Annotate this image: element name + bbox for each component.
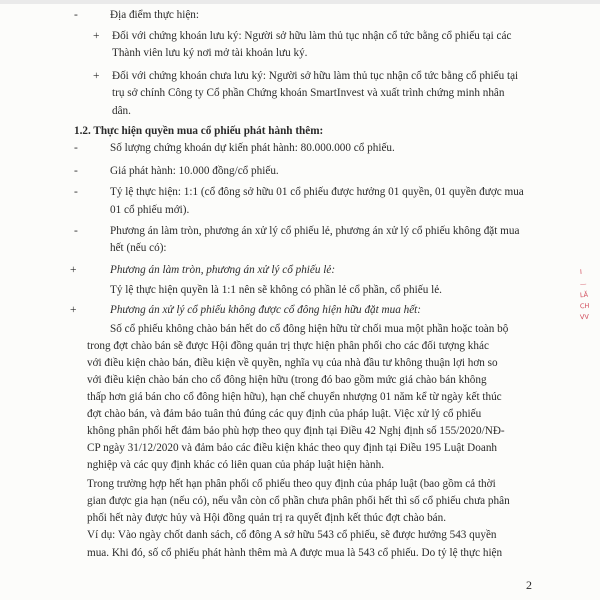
dash-bullet: -: [74, 165, 78, 177]
page-number: 2: [526, 578, 532, 592]
section-heading: 1.2. Thực hiện quyền mua cổ phiếu phát hành thêm:: [74, 125, 324, 137]
text-line: đợt chào bán, và đảm bảo tuân thủ đúng các quy định của pháp luật. Việc xử lý cổ phiếu: [87, 408, 482, 420]
margin-note-mark: I: [579, 267, 583, 277]
text-line: Đối với chứng khoán lưu ký: Người sở hữu làm thủ tục nhận cổ tức bằng cổ phiếu tại các: [112, 30, 512, 42]
text-line: trụ sở chính Công ty Cổ phần Chứng khoán SmartInvest và xuất trình chứng minh nhân: [112, 87, 505, 99]
margin-note-mark: —: [579, 279, 587, 289]
text-line: Thành viên lưu ký nơi mở tài khoản lưu ký.: [112, 47, 308, 59]
plus-bullet: +: [70, 304, 77, 316]
text-line: Đối với chứng khoán chưa lưu ký: Người sở hữu làm thủ tục nhận cổ tức bằng cổ phiếu tại: [112, 70, 519, 82]
margin-note-mark: LĂ: [579, 290, 589, 300]
dash-bullet: -: [74, 142, 78, 154]
text-line: Phương án làm tròn, phương án xử lý cổ phiếu lẻ, phương án xử lý cổ phiếu không đặt mua: [110, 225, 520, 237]
text-line: thấp hơn giá bán cho cổ đông hiện hữu), hạn chế chuyển nhượng 01 năm kể từ ngày kết thúc: [87, 391, 502, 403]
text-line: gian được gia hạn (nếu có), nếu vẫn còn cổ phần chưa phân phối hết thì số cổ phiếu chưa phân: [87, 495, 510, 507]
text-line: Tỷ lệ thực hiện: 1:1 (cổ đông sở hữu 01 cổ phiếu được hưởng 01 quyền, 01 quyền được mua: [110, 186, 524, 198]
plus-bullet: +: [93, 30, 100, 42]
dash-bullet: -: [74, 186, 78, 198]
margin-note-mark: VV: [579, 312, 590, 322]
text-line: mua. Khi đó, số cổ phiếu phát hành thêm mà A được mua là 543 cổ phiếu. Do tỷ lệ thực hiện: [87, 547, 503, 559]
text-line: Ví dụ: Vào ngày chốt danh sách, cổ đông A sở hữu 543 cổ phiếu, sẽ được hưởng 543 quyền: [87, 529, 497, 541]
text-line: CP ngày 31/12/2020 và đảm bảo các điều kiện khác theo quy định tại Điều 195 Luật Doanh: [87, 442, 498, 454]
plus-bullet: +: [70, 264, 77, 276]
text-line: dân.: [112, 105, 131, 117]
text-line: Số cổ phiếu không chào bán hết do cổ đông hiện hữu từ chối mua một phần hoặc toàn bộ: [110, 323, 509, 335]
italic-subheading: Phương án làm tròn, phương án xử lý cổ phiếu lẻ:: [110, 264, 336, 276]
dash-bullet: -: [74, 9, 78, 21]
text-line: trong đợt chào bán sẽ được Hội đồng quản trị thực hiện phân phối cho các đối tượng khác: [87, 340, 489, 352]
text-line: hết (nếu có):: [110, 242, 167, 254]
text-line: với điều kiện chào bán cho cổ đông hiện hữu (trong đó bao gồm mức giá chào bán không: [87, 374, 487, 386]
text-line: Trong trường hợp hết hạn phân phối cổ phiếu theo quy định của pháp luật (bao gồm cả thời: [87, 478, 496, 490]
scan-top-edge: [0, 0, 600, 4]
text-line: 01 cổ phiếu mới).: [110, 204, 190, 216]
text-line: nghiệp và các quy định khác có liên quan của pháp luật hiện hành.: [87, 459, 384, 471]
italic-subheading: Phương án xử lý cổ phiếu không được cổ đông hiện hữu đặt mua hết:: [110, 304, 421, 316]
text-line: Tỷ lệ thực hiện quyền là 1:1 nên sẽ không có phần lẻ cổ phần, cổ phiếu lẻ.: [110, 284, 442, 296]
text-line: không phân phối hết đảm bảo phù hợp theo quy định tại Điều 42 Nghị định số 155/2020/NĐ-: [87, 425, 505, 437]
dash-bullet: -: [74, 225, 78, 237]
text-line: phối hết này được hủy và Hội đồng quản trị ra quyết định kết thúc đợt chào bán.: [87, 512, 447, 524]
plus-bullet: +: [93, 70, 100, 82]
text-line: Giá phát hành: 10.000 đồng/cổ phiếu.: [110, 165, 279, 177]
text-line: Số lượng chứng khoán dự kiến phát hành: 80.000.000 cổ phiếu.: [110, 142, 395, 154]
text-line: Địa điểm thực hiện:: [110, 9, 200, 21]
margin-note-mark: CH: [579, 301, 590, 311]
text-line: với điều kiện chào bán, điều kiện về quyền, nghĩa vụ của nhà đầu tư không thuận lợi hơn so: [87, 357, 498, 369]
